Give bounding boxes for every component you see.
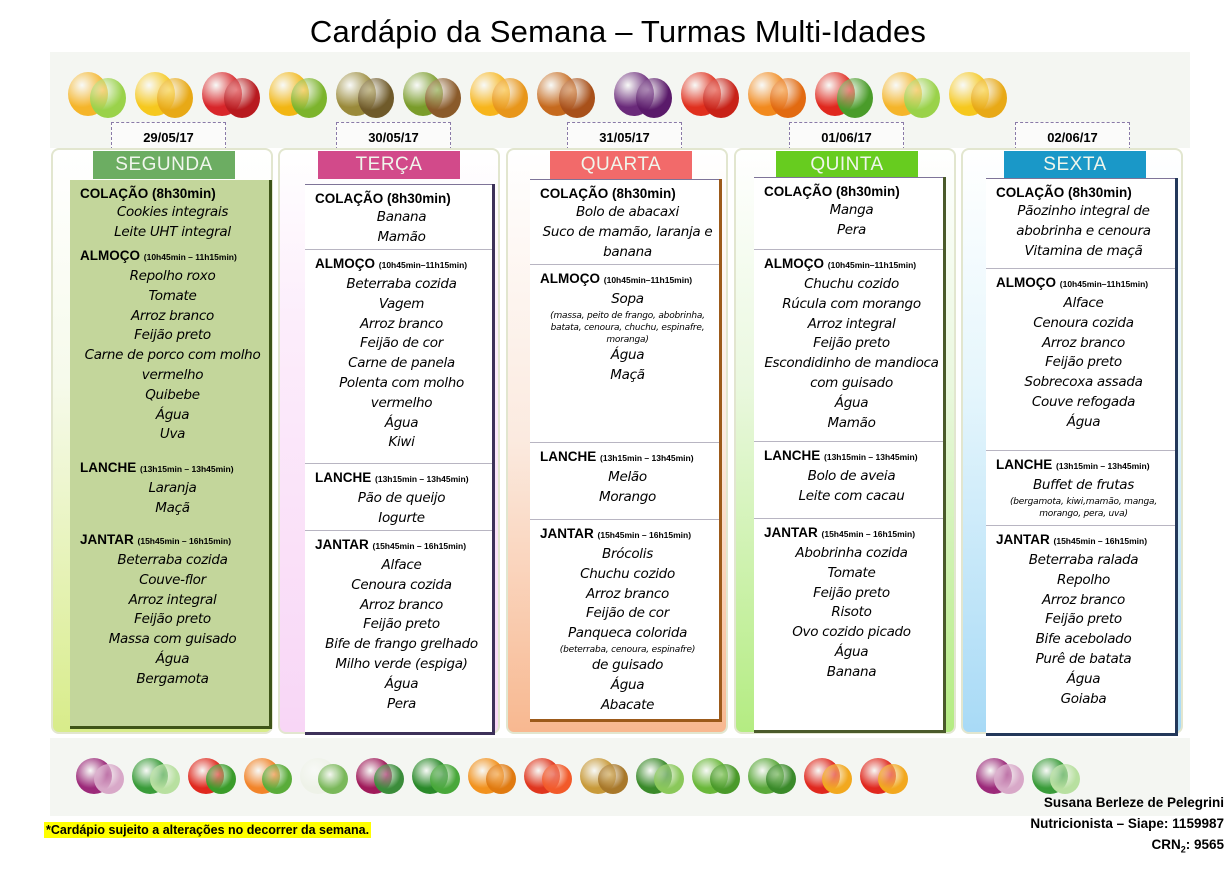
menu-item-note: (massa, peito de frango, abobrinha, batata, cenoura, chuchu, espinafre, moranga) [550, 310, 705, 345]
bell-pepper-icon [822, 764, 852, 794]
menu-item: Repolho [1057, 571, 1110, 588]
meal-heading [996, 183, 1171, 202]
day-label-segunda: SEGUNDA [93, 151, 235, 179]
broccoli-icon [430, 764, 460, 794]
meal-jantar [70, 526, 269, 726]
melon-icon [904, 78, 940, 118]
meal-time: (10h45min–11h15min) [1059, 279, 1149, 289]
day-column-terca [278, 148, 500, 734]
meal-label: LANCHE [996, 457, 1053, 472]
meal-time: (10h45min–11h15min) [378, 260, 468, 270]
strawberry-icon [837, 78, 873, 118]
meal-heading [764, 523, 939, 544]
meal-time: (8h30min) [152, 186, 216, 201]
meal-label: COLAÇÃO [315, 191, 384, 206]
date-quinta: 01/06/17 [789, 122, 904, 150]
menu-item: Arroz integral [807, 315, 896, 332]
meal-heading [540, 524, 715, 545]
menu-item: Quibebe [145, 386, 200, 403]
meal-time: (13h15min – 13h45min) [1056, 461, 1150, 471]
meal-lanche [305, 463, 492, 530]
meal-colacao [530, 179, 719, 264]
menu-item: Ovo cozido picado [792, 624, 911, 641]
menu-item: Água [610, 676, 645, 693]
meal-heading [315, 535, 488, 556]
menu-item: Tomate [827, 564, 876, 581]
menu-item: Feijão preto [363, 616, 440, 633]
meal-time: (15h45min – 16h15min) [821, 529, 916, 539]
menu-item: Banana [826, 663, 877, 680]
menu-item: Arroz branco [359, 596, 443, 613]
meal-time: (13h15min – 13h45min) [140, 464, 234, 474]
menu-item: Água [1066, 670, 1101, 687]
meal-label: JANTAR [315, 537, 369, 552]
menu-item: Água [834, 394, 869, 411]
menu-sheet-sexta [986, 178, 1178, 736]
menu-item: Escondidinho de mandioca com guisado [764, 355, 939, 391]
radish-icon [374, 764, 404, 794]
meal-heading [540, 447, 715, 468]
melon-icon [90, 78, 126, 118]
menu-item: Uva [159, 426, 186, 443]
menu-item: Pão de queijo [357, 490, 446, 506]
menu-item: Cenoura cozida [1033, 314, 1134, 331]
kiwi-icon [358, 78, 394, 118]
menu-item: Feijão preto [813, 584, 890, 601]
menu-item: Chuchu cozido [804, 276, 899, 292]
meal-label: COLAÇÃO [764, 184, 833, 199]
day-column-segunda [51, 148, 273, 734]
day-column-quarta [506, 148, 728, 734]
day-label-sexta: SEXTA [1004, 151, 1146, 179]
meal-jantar [305, 530, 492, 732]
turnip-icon [318, 764, 348, 794]
menu-item: Água [155, 650, 190, 667]
menu-item: Banana [376, 209, 427, 225]
menu-item: Leite com cacau [798, 487, 905, 504]
meal-colacao [305, 184, 492, 249]
menu-item: de guisado [591, 656, 664, 673]
menu-item: Bife acebolado [1035, 631, 1132, 648]
meal-label: ALMOÇO [540, 271, 600, 286]
menu-item: Arroz branco [585, 585, 669, 602]
meal-time: (10h45min – 11h15min) [143, 252, 237, 262]
meal-heading [540, 269, 715, 290]
menu-item: Bergamota [136, 670, 209, 687]
nutritionist-signature [1030, 792, 1224, 861]
menu-item: Couve refogada [1031, 393, 1136, 410]
meal-heading [315, 189, 488, 208]
meal-label: LANCHE [764, 448, 821, 463]
meal-time: (15h45min – 16h15min) [137, 536, 232, 546]
menu-sheet-terca [305, 184, 495, 735]
cabbage-icon [1050, 764, 1080, 794]
menu-sheet-quarta [530, 179, 722, 722]
menu-item: Kiwi [388, 434, 415, 451]
menu-item: Leite UHT integral [114, 223, 231, 240]
menu-item: Arroz branco [359, 315, 443, 332]
meal-almoco [754, 249, 943, 441]
menu-item: Vitamina de maçã [1024, 242, 1143, 259]
menu-item: Arroz branco [1041, 334, 1125, 351]
menu-item: Rúcula com morango [782, 295, 921, 312]
menu-item: Mamão [377, 228, 426, 245]
meal-time: (15h45min – 16h15min) [1053, 536, 1148, 546]
menu-item: Morango [598, 488, 656, 505]
menu-item: Abacate [600, 696, 655, 713]
menu-item: Água [384, 414, 419, 431]
menu-item: Água [1066, 413, 1101, 430]
meal-heading [764, 254, 939, 275]
menu-item: Carne de porco com molho vermelho [84, 347, 261, 383]
red-cabbage-icon [994, 764, 1024, 794]
meal-label: LANCHE [80, 460, 137, 475]
menu-item: Tomate [148, 287, 197, 304]
day-label-terca: TERÇA [318, 151, 460, 179]
menu-item: Purê de batata [1035, 650, 1132, 667]
meal-time: (8h30min) [836, 184, 900, 199]
meal-lanche [986, 450, 1175, 525]
menu-item: Feijão preto [1045, 354, 1122, 371]
meal-label: COLAÇÃO [540, 186, 609, 201]
meal-label: ALMOÇO [764, 256, 824, 271]
menu-item: Feijão preto [134, 327, 211, 344]
menu-item-note: (bergamota, kiwi,mamão, manga, morango, pera, uva) [1009, 496, 1158, 519]
meal-almoco [986, 268, 1175, 450]
meal-label: JANTAR [540, 526, 594, 541]
chestnut-icon [559, 78, 595, 118]
menu-item: Suco de mamão, laranja e banana [542, 223, 713, 260]
menu-item: Cookies integrais [116, 204, 229, 220]
meal-label: ALMOÇO [315, 256, 375, 271]
meal-heading [996, 273, 1171, 294]
meal-heading [540, 184, 715, 203]
menu-item: Pera [386, 695, 417, 712]
menu-item: Pera [836, 221, 867, 238]
apple-icon [703, 78, 739, 118]
menu-item: Arroz integral [128, 591, 217, 608]
meal-label: JANTAR [996, 532, 1050, 547]
menu-item: Massa com guisado [108, 631, 237, 648]
red-cabbage-icon [94, 764, 124, 794]
menu-item: Brócolis [602, 546, 653, 562]
grape-icon [636, 78, 672, 118]
date-terca: 30/05/17 [336, 122, 451, 150]
meal-label: ALMOÇO [80, 248, 140, 263]
bell-pepper-icon [878, 764, 908, 794]
banana-icon [157, 78, 193, 118]
menu-item: Risoto [831, 604, 872, 621]
menu-item: Feijão de cor [360, 335, 443, 352]
meal-label: ALMOÇO [996, 275, 1056, 290]
mango-icon [492, 78, 528, 118]
meal-time: (13h15min – 13h45min) [375, 474, 469, 484]
crn-registration: $CRN_2$: 9565 [1151, 837, 1224, 855]
menu-item: Feijão preto [1045, 611, 1122, 628]
meal-lanche [754, 441, 943, 518]
menu-sheet-segunda [70, 180, 272, 729]
meal-time: (13h15min – 13h45min) [824, 452, 918, 462]
cherry-icon [224, 78, 260, 118]
pea-pod-icon [710, 764, 740, 794]
menu-item: Sobrecoxa assada [1024, 374, 1143, 391]
date-sexta: 02/06/17 [1015, 122, 1130, 150]
meal-colacao [986, 178, 1175, 268]
meal-heading [764, 182, 939, 201]
asparagus-icon [766, 764, 796, 794]
meal-label: JANTAR [764, 525, 818, 540]
meal-almoco [305, 249, 492, 463]
carrot-icon [262, 764, 292, 794]
meal-label: LANCHE [315, 470, 372, 485]
meal-time: (13h15min – 13h45min) [600, 453, 694, 463]
menu-disclaimer: *Cardápio sujeito a alterações no decorrer da semana. [46, 823, 370, 837]
meal-label: COLAÇÃO [996, 185, 1065, 200]
meal-time: (10h45min–11h15min) [603, 275, 693, 285]
meal-colacao [754, 177, 943, 249]
cabbage-icon [150, 764, 180, 794]
pumpkin-icon [486, 764, 516, 794]
menu-item: Arroz branco [130, 307, 214, 324]
menu-item: Goiaba [1060, 690, 1107, 707]
meal-time: (10h45min–11h15min) [827, 260, 917, 270]
menu-item: Laranja [148, 480, 197, 496]
meal-jantar [530, 519, 719, 719]
menu-item: Bolo de abacaxi [575, 204, 680, 220]
meal-lanche [70, 454, 269, 526]
menu-item: Vagem [378, 295, 425, 312]
nutritionist-role: Nutricionista – Siape: 1159987 [1030, 816, 1224, 831]
date-segunda: 29/05/17 [111, 122, 226, 150]
mushroom-icon [598, 764, 628, 794]
menu-item: Chuchu cozido [580, 565, 675, 582]
menu-item: Beterraba ralada [1028, 552, 1139, 568]
meal-time: (15h45min – 16h15min) [372, 541, 467, 551]
menu-item: Água [155, 406, 190, 423]
menu-item: Bife de frango grelhado [325, 636, 478, 653]
menu-item: Arroz branco [1041, 591, 1125, 608]
meal-lanche [530, 442, 719, 519]
meal-heading [996, 455, 1171, 476]
cherry-tomato-icon [206, 764, 236, 794]
menu-item: Iogurte [378, 509, 425, 526]
meal-heading [80, 246, 265, 267]
menu-item: Abobrinha cozida [795, 545, 908, 561]
meal-colacao [70, 180, 269, 242]
menu-item: Buffet de frutas [1032, 477, 1135, 493]
meal-heading [764, 446, 939, 467]
menu-item: Repolho roxo [129, 268, 216, 284]
menu-item: Polenta com molho vermelho [339, 374, 464, 411]
day-label-quarta: QUARTA [550, 151, 692, 179]
menu-item: Maçã [155, 499, 190, 516]
meal-label: JANTAR [80, 532, 134, 547]
meal-almoco [70, 242, 269, 454]
meal-almoco [530, 264, 719, 442]
meal-time: (8h30min) [387, 191, 451, 206]
day-column-sexta [961, 148, 1183, 734]
menu-item: Cenoura cozida [351, 576, 452, 593]
menu-item: Beterraba cozida [117, 552, 228, 568]
menu-item: Feijão de cor [586, 605, 669, 622]
menu-item: Alface [1063, 295, 1104, 311]
menu-item: Melão [608, 469, 647, 485]
meal-heading [80, 184, 265, 203]
menu-item: Alface [381, 557, 422, 573]
menu-item: Manga [829, 202, 874, 218]
tomato-icon [542, 764, 572, 794]
menu-item: Maçã [610, 366, 645, 383]
menu-item: Água [384, 675, 419, 692]
avocado-icon [425, 78, 461, 118]
pineapple-icon [291, 78, 327, 118]
meal-time: (8h30min) [1068, 185, 1132, 200]
day-column-quinta [734, 148, 956, 734]
menu-item: Sopa [611, 291, 644, 307]
menu-item: Água [610, 346, 645, 363]
meal-label: LANCHE [540, 449, 597, 464]
day-label-quinta: QUINTA [776, 151, 918, 179]
meal-heading [996, 530, 1171, 551]
meal-time: (15h45min – 16h15min) [597, 530, 692, 540]
date-quarta: 31/05/17 [567, 122, 682, 150]
meal-heading [80, 458, 265, 479]
meal-heading [80, 530, 265, 551]
menu-sheet-quinta [754, 177, 946, 733]
persimmon-icon [770, 78, 806, 118]
menu-item: Feijão preto [813, 335, 890, 352]
menu-item: Bolo de aveia [807, 468, 896, 484]
menu-item: Carne de panela [348, 355, 455, 372]
nutritionist-name: Susana Berleze de Pelegrini [1043, 795, 1224, 810]
menu-item: Feijão preto [134, 611, 211, 628]
menu-item: Mamão [827, 414, 876, 431]
menu-item: Panqueca colorida [567, 625, 688, 642]
banana-icon [971, 78, 1007, 118]
meal-heading [315, 468, 488, 489]
meal-heading [315, 254, 488, 275]
meal-label: COLAÇÃO [80, 186, 149, 201]
menu-item: Beterraba cozida [346, 276, 457, 292]
page-title: Cardápio da Semana – Turmas Multi-Idades [309, 14, 927, 49]
menu-item: Milho verde (espiga) [335, 655, 468, 672]
meal-jantar [986, 525, 1175, 733]
menu-item: Couve-flor [139, 571, 206, 588]
meal-time: (8h30min) [612, 186, 676, 201]
cucumber-icon [654, 764, 684, 794]
menu-item: Água [834, 643, 869, 660]
menu-item-note: (beterraba, cenoura, espinafre) [559, 644, 696, 655]
meal-jantar [754, 518, 943, 730]
menu-item: Pãozinho integral de abobrinha e cenoura [1016, 203, 1151, 239]
